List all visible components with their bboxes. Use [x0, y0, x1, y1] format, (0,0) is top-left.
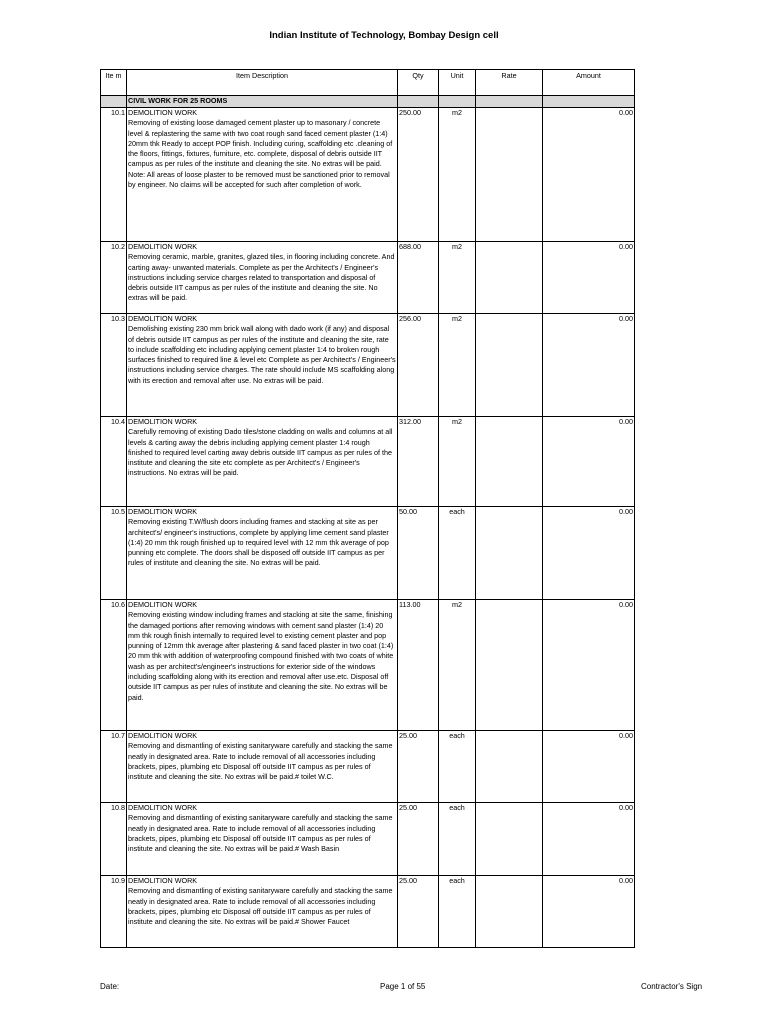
item-title: DEMOLITION WORK — [128, 803, 198, 812]
item-description-text: Removing and dismantling of existing sanitaryware carefully and stacking the same neatly in designated area. Rate to include removal of all accessories including brackets, pipes, plumbing etc Disposal off outside IIT campus as per rules of institute and cleaning the site. No extras will be paid.# toilet W.C. — [128, 741, 393, 782]
item-unit: m2 — [439, 314, 476, 417]
section-title: CIVIL WORK FOR 25 ROOMS — [127, 96, 398, 108]
item-description-text: Removing existing window including frames and stacking at site the same, finishing the damaged portions after removing windows with cement sand plaster (1:4) 20 mm thk rough finish internally to required level to existing cement plaster and pop punning of 12mm thk average after plastering & sand faced plaster in two coat (1:4) 20 mm thk with addition of waterproofing compound finished with two coats of white wash as per architect's/engineer's instructions for exterior side of the windows including scaffolding along with its erection and removal after use.etc. Disposal off outside IIT campus as per rules of institute and cleaning the site. No extras will be paid. — [128, 610, 394, 702]
footer-contractor-sign: Contractor's Sign — [641, 982, 703, 991]
item-number: 10.5 — [101, 507, 127, 600]
item-rate — [476, 803, 543, 876]
footer-date: Date: — [100, 982, 120, 991]
item-number: 10.1 — [101, 108, 127, 242]
item-amount: 0.00 — [543, 876, 635, 948]
column-header-item: Ite m — [101, 70, 127, 96]
item-rate — [476, 600, 543, 731]
table-row — [101, 600, 635, 731]
item-title: DEMOLITION WORK — [128, 108, 198, 117]
table-row — [101, 507, 635, 600]
table-row — [101, 731, 635, 803]
item-number: 10.3 — [101, 314, 127, 417]
item-rate — [476, 108, 543, 242]
section-row — [101, 96, 635, 108]
item-rate — [476, 314, 543, 417]
item-rate — [476, 242, 543, 314]
item-amount: 0.00 — [543, 314, 635, 417]
column-header-rate: Rate — [476, 70, 543, 96]
item-title: DEMOLITION WORK — [128, 731, 198, 740]
item-title: DEMOLITION WORK — [128, 507, 198, 516]
item-rate — [476, 507, 543, 600]
item-description — [127, 876, 398, 948]
item-qty: 50.00 — [398, 507, 439, 600]
item-qty: 256.00 — [398, 314, 439, 417]
item-title: DEMOLITION WORK — [128, 417, 198, 426]
item-description-text: Carefully removing of existing Dado tiles/stone cladding on walls and columns at all levels & carting away the debris including applying cement plaster 1:4 rough finished to required level carting away debris outside IIT campus as per rules of the institute and cleaning the site etc complete as per Architect's / Engineer's instructions. No extras will be paid. — [128, 427, 393, 478]
table-header-row — [101, 70, 635, 96]
item-description — [127, 242, 398, 314]
item-amount: 0.00 — [543, 108, 635, 242]
item-qty: 250.00 — [398, 108, 439, 242]
item-unit: each — [439, 876, 476, 948]
item-unit: each — [439, 803, 476, 876]
item-number: 10.4 — [101, 417, 127, 507]
item-title: DEMOLITION WORK — [128, 314, 198, 323]
table-row — [101, 417, 635, 507]
item-rate — [476, 417, 543, 507]
item-unit: m2 — [439, 600, 476, 731]
table-row — [101, 803, 635, 876]
item-number: 10.6 — [101, 600, 127, 731]
document-title: Indian Institute of Technology, Bombay Design cell — [269, 30, 499, 41]
table-row — [101, 314, 635, 417]
item-amount: 0.00 — [543, 600, 635, 731]
item-title: DEMOLITION WORK — [128, 242, 198, 251]
item-number: 10.7 — [101, 731, 127, 803]
table-row — [101, 876, 635, 948]
item-amount: 0.00 — [543, 417, 635, 507]
bill-of-quantities-table — [100, 69, 635, 948]
item-description — [127, 507, 398, 600]
item-description — [127, 314, 398, 417]
item-description-text: Removing and dismantling of existing sanitaryware carefully and stacking the same neatly in designated area. Rate to include removal of all accessories including brackets, pipes, plumbing etc Disposal off outside IIT campus as per rules of institute and cleaning the site. No extras will be paid.# Shower Faucet — [128, 886, 393, 927]
item-description — [127, 108, 398, 242]
item-unit: each — [439, 507, 476, 600]
item-title: DEMOLITION WORK — [128, 876, 198, 885]
item-description — [127, 803, 398, 876]
item-qty: 25.00 — [398, 803, 439, 876]
item-qty: 312.00 — [398, 417, 439, 507]
item-amount: 0.00 — [543, 731, 635, 803]
column-header-description: Item Description — [127, 70, 398, 96]
item-unit: m2 — [439, 242, 476, 314]
item-unit: m2 — [439, 417, 476, 507]
item-qty: 688.00 — [398, 242, 439, 314]
item-title: DEMOLITION WORK — [128, 600, 198, 609]
item-description — [127, 417, 398, 507]
footer-page-number: Page 1 of 55 — [380, 982, 426, 991]
item-description-text: Demolishing existing 230 mm brick wall along with dado work (if any) and disposal of debris outside IIT campus as per rules of the institute and cleaning the site, rate to include scaffolding etc including applying cement plaster 1:4 to broken rough surfaces finished to required line & level etc Complete as per Architect's / Engineer's instructions including service charges. The rate should include MS scaffolding along with its erection and removal after use. No extras will be paid. — [128, 324, 396, 385]
column-header-qty: Qty — [398, 70, 439, 96]
item-qty: 25.00 — [398, 876, 439, 948]
item-amount: 0.00 — [543, 803, 635, 876]
item-number: 10.2 — [101, 242, 127, 314]
item-amount: 0.00 — [543, 507, 635, 600]
item-qty: 113.00 — [398, 600, 439, 731]
item-description — [127, 731, 398, 803]
item-rate — [476, 876, 543, 948]
item-number: 10.9 — [101, 876, 127, 948]
item-unit: each — [439, 731, 476, 803]
table-row — [101, 108, 635, 242]
item-description-text: Removing of existing loose damaged cement plaster up to masonary / concrete level & replastering the same with two coat rough sand faced cement plaster (1:4) 20mm thk Ready to accept POP finish. Including curing, scaffolding etc .cleaning of the floors, fittings, fixtures, furniture, etc. complete, disposal of debris outside IIT campus as per rules of the institute and cleaning the site. No extras will be paid. Note: All areas of loose plaster to be removed must be sanctioned prior to removal by engineer. No claims will be accepted for such after completion of work. — [128, 118, 393, 190]
item-description-text: Removing ceramic, marble, granites, glazed tiles, in flooring including concrete. And carting away- unwanted materials. Complete as per the Architect's / Engineer's instructions including service charges related to transportation and disposal of debris outside IIT campus as per rules of the institute and cleaning the site. No extras will be paid. — [128, 252, 395, 303]
item-description — [127, 600, 398, 731]
item-description-text: Removing existing T.W/flush doors including frames and stacking at site as per architect's/ engineer's instructions, complete by applying lime cement sand plaster (1:4) 20 mm thk rough finished up to required level with 12 mm thk average of pop punning etc complete. The doors shall be disposed off outside IIT campus as per rules of institute and cleaning the site. No extras will be paid. — [128, 517, 389, 568]
item-number: 10.8 — [101, 803, 127, 876]
item-amount: 0.00 — [543, 242, 635, 314]
item-unit: m2 — [439, 108, 476, 242]
column-header-unit: Unit — [439, 70, 476, 96]
item-qty: 25.00 — [398, 731, 439, 803]
item-description-text: Removing and dismantling of existing sanitaryware carefully and stacking the same neatly in designated area. Rate to include removal of all accessories including brackets, pipes, plumbing etc Disposal off outside IIT campus as per rules of institute and cleaning the site. No extras will be paid.# Wash Basin — [128, 813, 393, 854]
item-rate — [476, 731, 543, 803]
table-row — [101, 242, 635, 314]
column-header-amount: Amount — [543, 70, 635, 96]
